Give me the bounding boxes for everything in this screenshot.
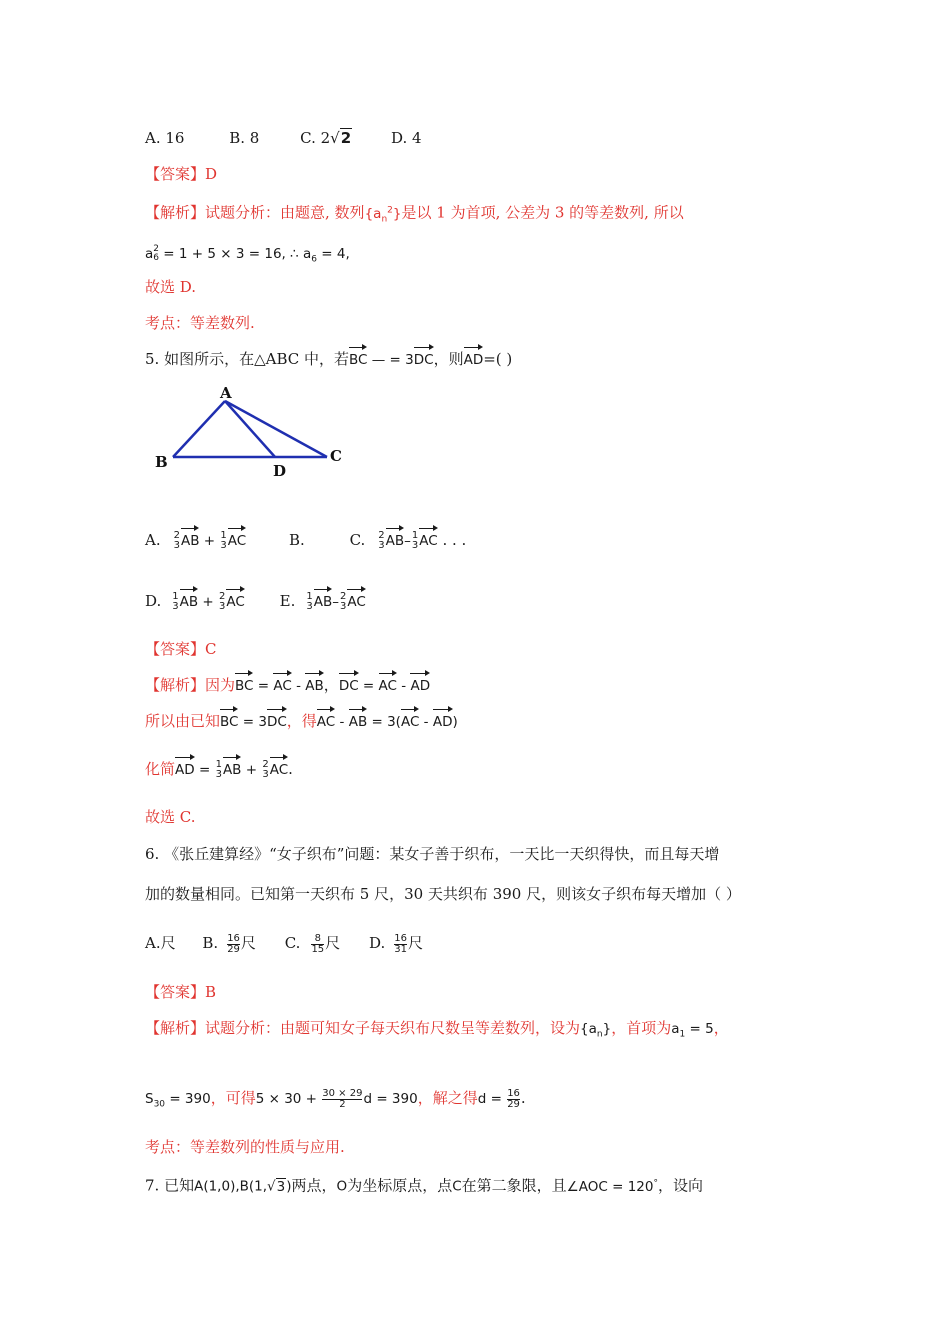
q7-stem: 7. 已知A(1,0),B(1,√3)两点，O为坐标原点，点C在第二象限，且∠AOC = 120°，设向 xyxy=(145,1176,703,1195)
label-b: B xyxy=(155,453,168,471)
triangle-figure xyxy=(145,380,365,490)
q4-analysis: 【解析】试题分析：由题意, 数列$\{a_n^2\}$是以 1 为首项, 公差为 3 的等差数列, 所以 xyxy=(145,203,684,225)
q5-options-row1: A. 2 3 AB + 1 3 AC B. C. 2 3 AB– 1 3 AC . . . xyxy=(145,530,467,551)
q6-options: A.尺 B. $\frac{16}{29}$ 尺 C. $\frac{8}{15}$ 尺 D. $\frac{16}{31}$ 尺 xyxy=(145,932,423,955)
edge-ac xyxy=(225,401,327,457)
label-c: C xyxy=(330,447,342,465)
q5-analysis-1: 【解析】因为BC = AC - AB，DC = AC - AD xyxy=(145,674,430,697)
q5-analysis-2: 所以由已知BC = 3DC，得AC - AB = 3(AC - AD) xyxy=(145,710,458,733)
q5-choose: 故选 C. xyxy=(145,808,196,826)
q4-point: 考点：等差数列. xyxy=(145,314,255,332)
label-d: D xyxy=(273,462,287,480)
q5-answer: 【答案】C xyxy=(145,640,217,658)
edge-ab xyxy=(173,401,225,457)
q6-stem-1: 6. 《张丘建算经》“女子织布”问题：某女子善于织布，一天比一天织得快，而且每天增 xyxy=(145,845,720,863)
q5-options-row2: D. 1 3 AB + 2 3 AC E. 1 3 AB– 2 3 AC xyxy=(145,591,366,612)
q4-options: A. 16 B. 8 C. 2√2 D. 4 xyxy=(145,129,422,147)
q4-calc: a 2 6 = 1 + 5 × 3 = 16, ∴ $a_6 = 4$, xyxy=(145,244,350,265)
q6-analysis-1: 【解析】试题分析：由题可知女子每天织布尺数呈等差数列，设为$\{a_n\}$，首项为$a_1 = 5$， xyxy=(145,1019,729,1040)
q6-analysis-2: $S_{30} = 390$，可得5 × 30 + $\frac{30 \times 29}{2}$ d = 390，解之得d = $\frac{16}{29}$ . xyxy=(145,1087,526,1110)
q5-analysis-3: 化简AD = 1 3 AB + 2 3 AC. xyxy=(145,759,293,780)
q6-answer: 【答案】B xyxy=(145,983,217,1001)
label-a: A xyxy=(220,384,232,402)
q4-answer: 【答案】D xyxy=(145,165,218,183)
q6-stem-2: 加的数量相同。已知第一天织布 5 尺，30 天共织布 390 尺，则该女子织布每天增加（ ） xyxy=(145,885,741,903)
q4-choose: 故选 D. xyxy=(145,278,197,296)
sqrt-sign: √2 xyxy=(330,129,352,147)
q6-point: 考点：等差数列的性质与应用. xyxy=(145,1138,345,1156)
q5-stem: 5. 如图所示，在△ABC 中，若BC — = 3DC，则AD=( ) xyxy=(145,348,512,371)
edge-ad xyxy=(225,401,275,457)
